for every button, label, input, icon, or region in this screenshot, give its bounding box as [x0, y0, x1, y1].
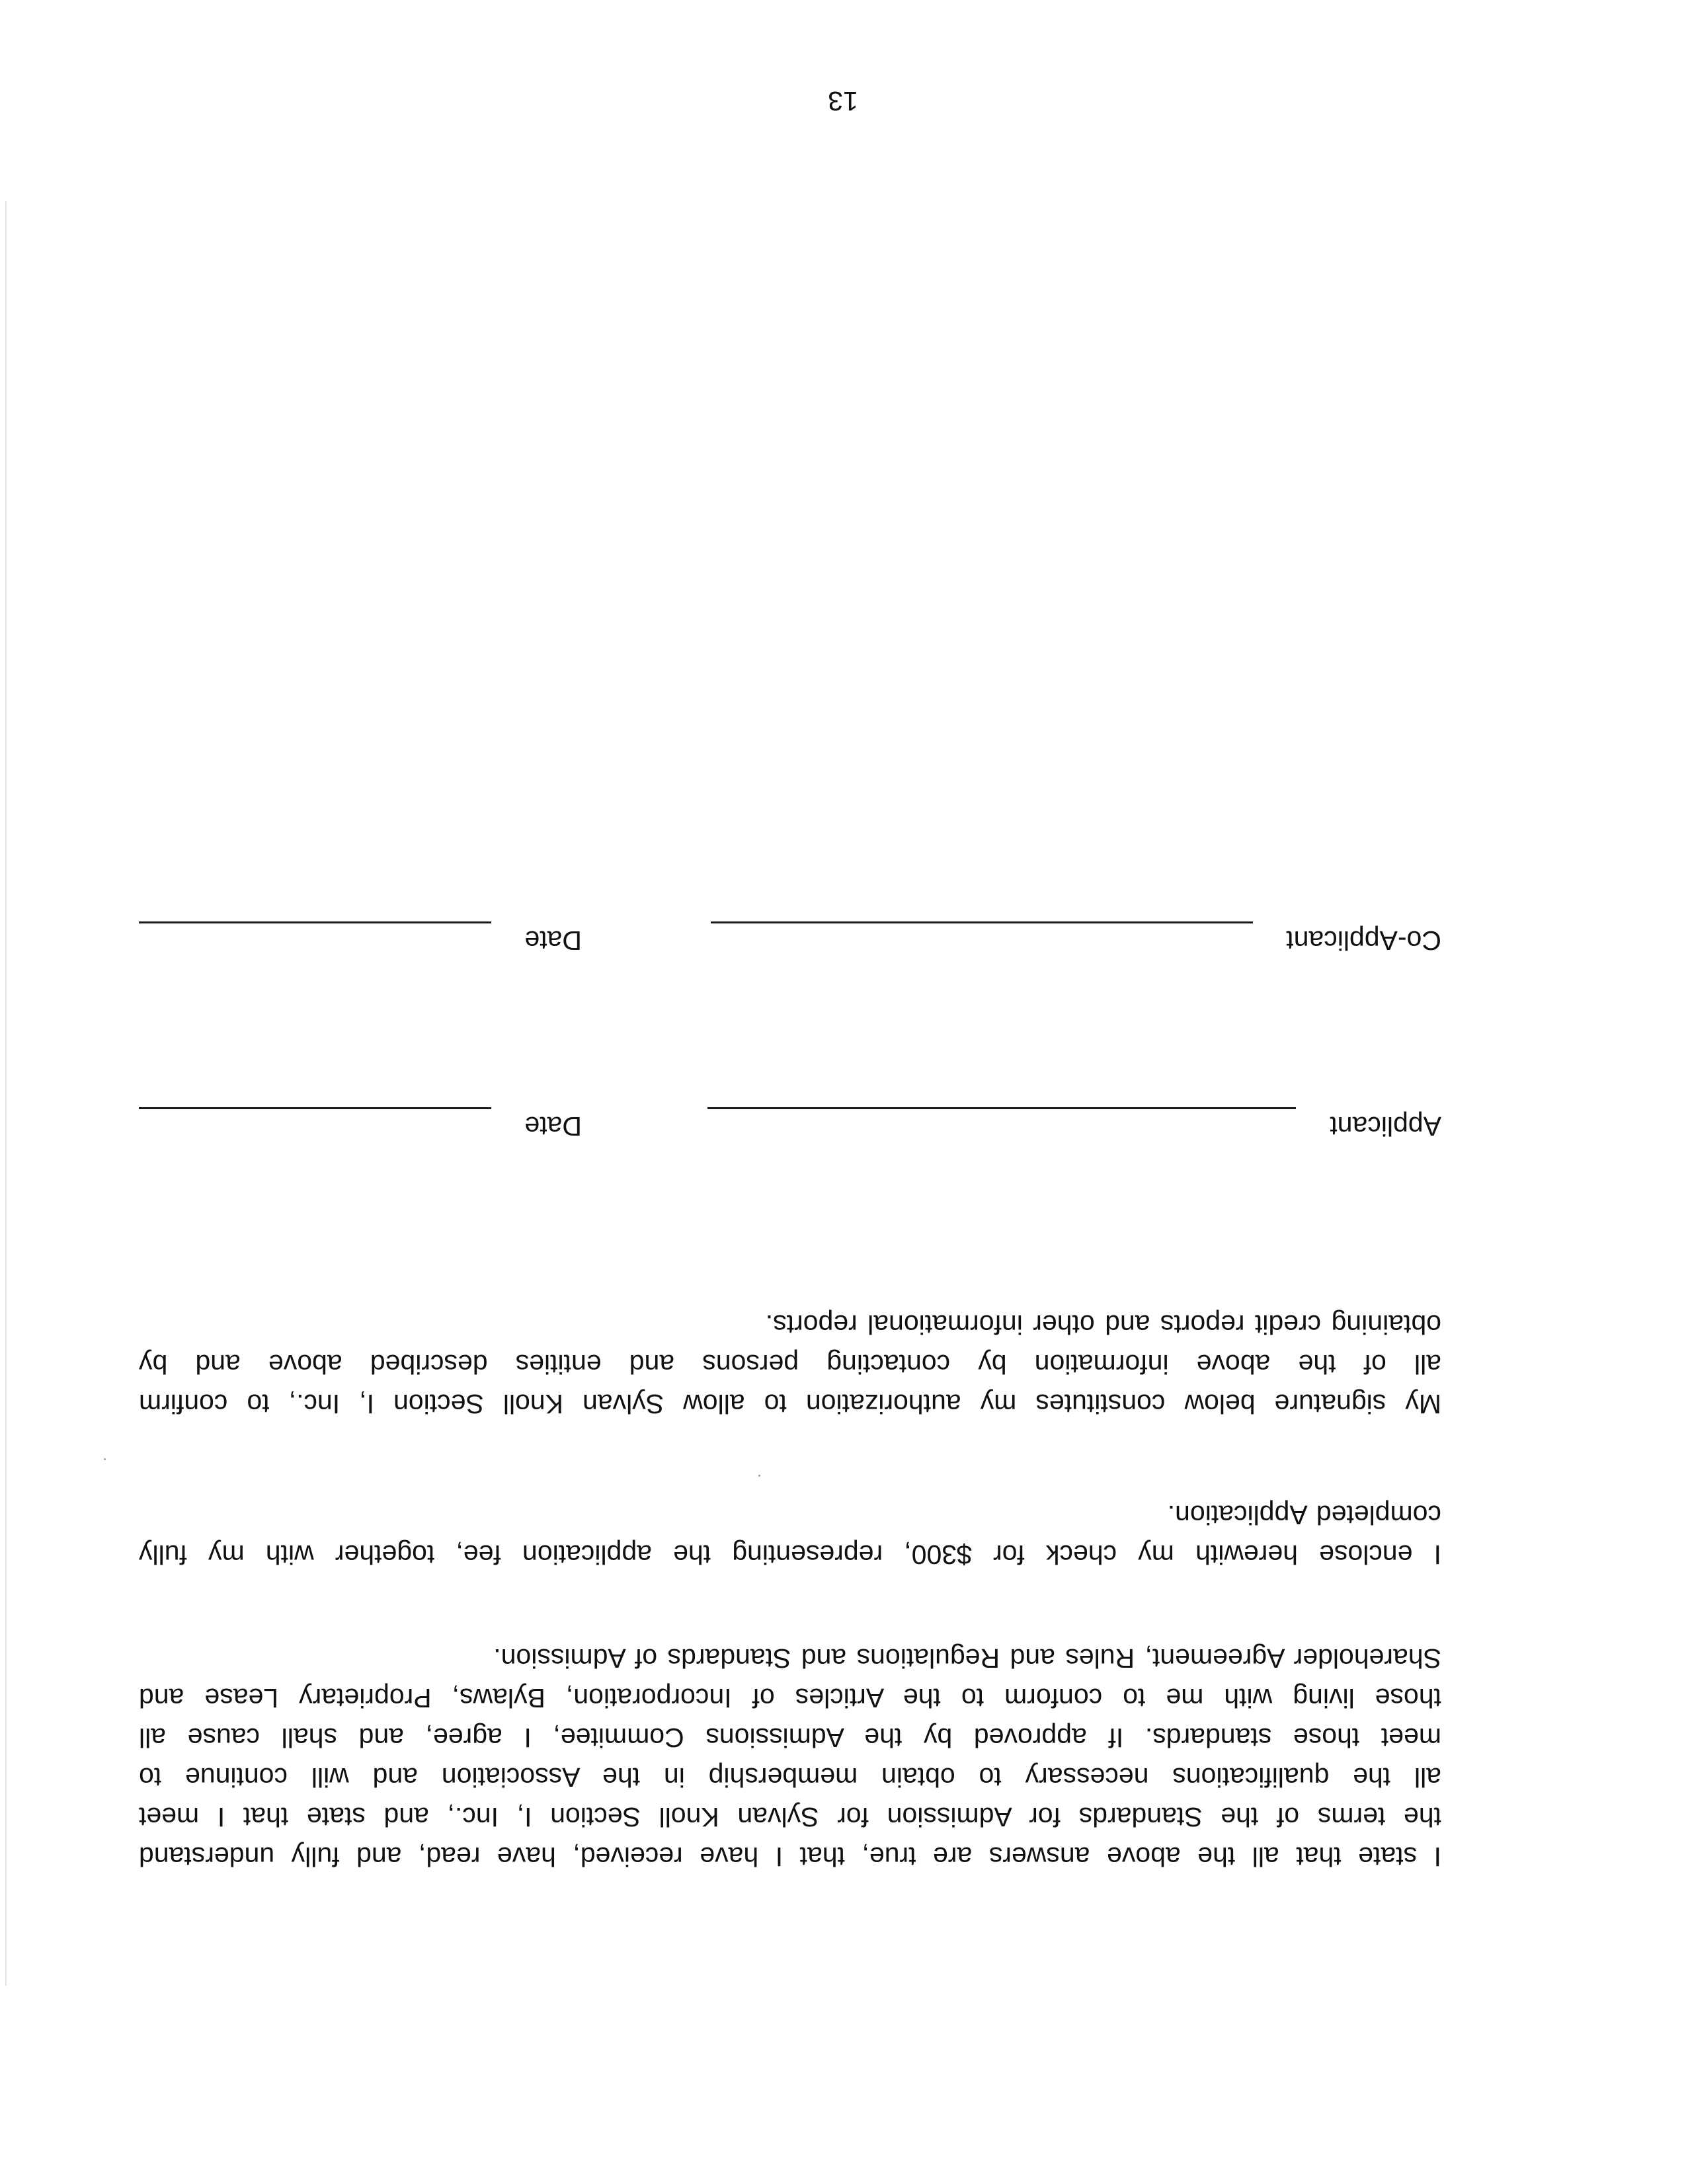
applicant-signature-row [139, 1102, 1441, 1142]
co-applicant-signature-row [139, 916, 1441, 956]
paragraph-line: Shareholder Agreement, Rules and Regulations and Standards of Admission. [493, 1643, 1441, 1674]
applicant-date-label: Date [524, 1111, 582, 1142]
certification-paragraph [139, 1639, 1441, 1877]
paragraph-line: those living with me to conform to the Articles of Incorporation, Bylaws, Proprietary Lease and [139, 1683, 1441, 1713]
paragraph-line: I state that all the above answers are true, that I have received, have read, and fully understand [139, 1842, 1441, 1872]
paragraph-line: all of the above information by contacting persons and entities described above and by [139, 1349, 1441, 1380]
co-applicant-label: Co-Applicant [1286, 925, 1441, 956]
paragraph-line: I enclose herewith my check for $300, representing the application fee, together with my fully [139, 1540, 1441, 1570]
authorization-paragraph [139, 1305, 1441, 1424]
co-applicant-date-label: Date [524, 925, 582, 956]
scan-speck [758, 1475, 760, 1477]
paragraph-line: meet those standards. If approved by the Admissions Commitee, I agree, and shall cause all [139, 1723, 1441, 1753]
fee-paragraph [139, 1495, 1441, 1575]
scan-edge-mark [5, 201, 7, 1986]
paragraph-line: My signature below constitutes my authorization to allow Sylvan Knoll Section I, Inc., to confirm [139, 1389, 1441, 1419]
page-number: 13 [828, 86, 858, 116]
scan-speck [104, 1458, 106, 1460]
paragraph-line: completed Application. [1167, 1500, 1441, 1530]
applicant-label: Applicant [1330, 1111, 1441, 1142]
applicant-date-line[interactable] [139, 1107, 491, 1109]
paragraph-line: the terms of the Standards for Admission for Sylvan Knoll Section I, Inc., and state that I meet [139, 1802, 1441, 1832]
applicant-signature-line[interactable] [707, 1107, 1296, 1109]
co-applicant-signature-line[interactable] [711, 921, 1253, 923]
paragraph-line: all the qualifications necessary to obtain membership in the Association and will continue to [139, 1762, 1441, 1793]
co-applicant-date-line[interactable] [139, 921, 491, 923]
paragraph-line: obtaining credit reports and other informational reports. [765, 1309, 1441, 1340]
